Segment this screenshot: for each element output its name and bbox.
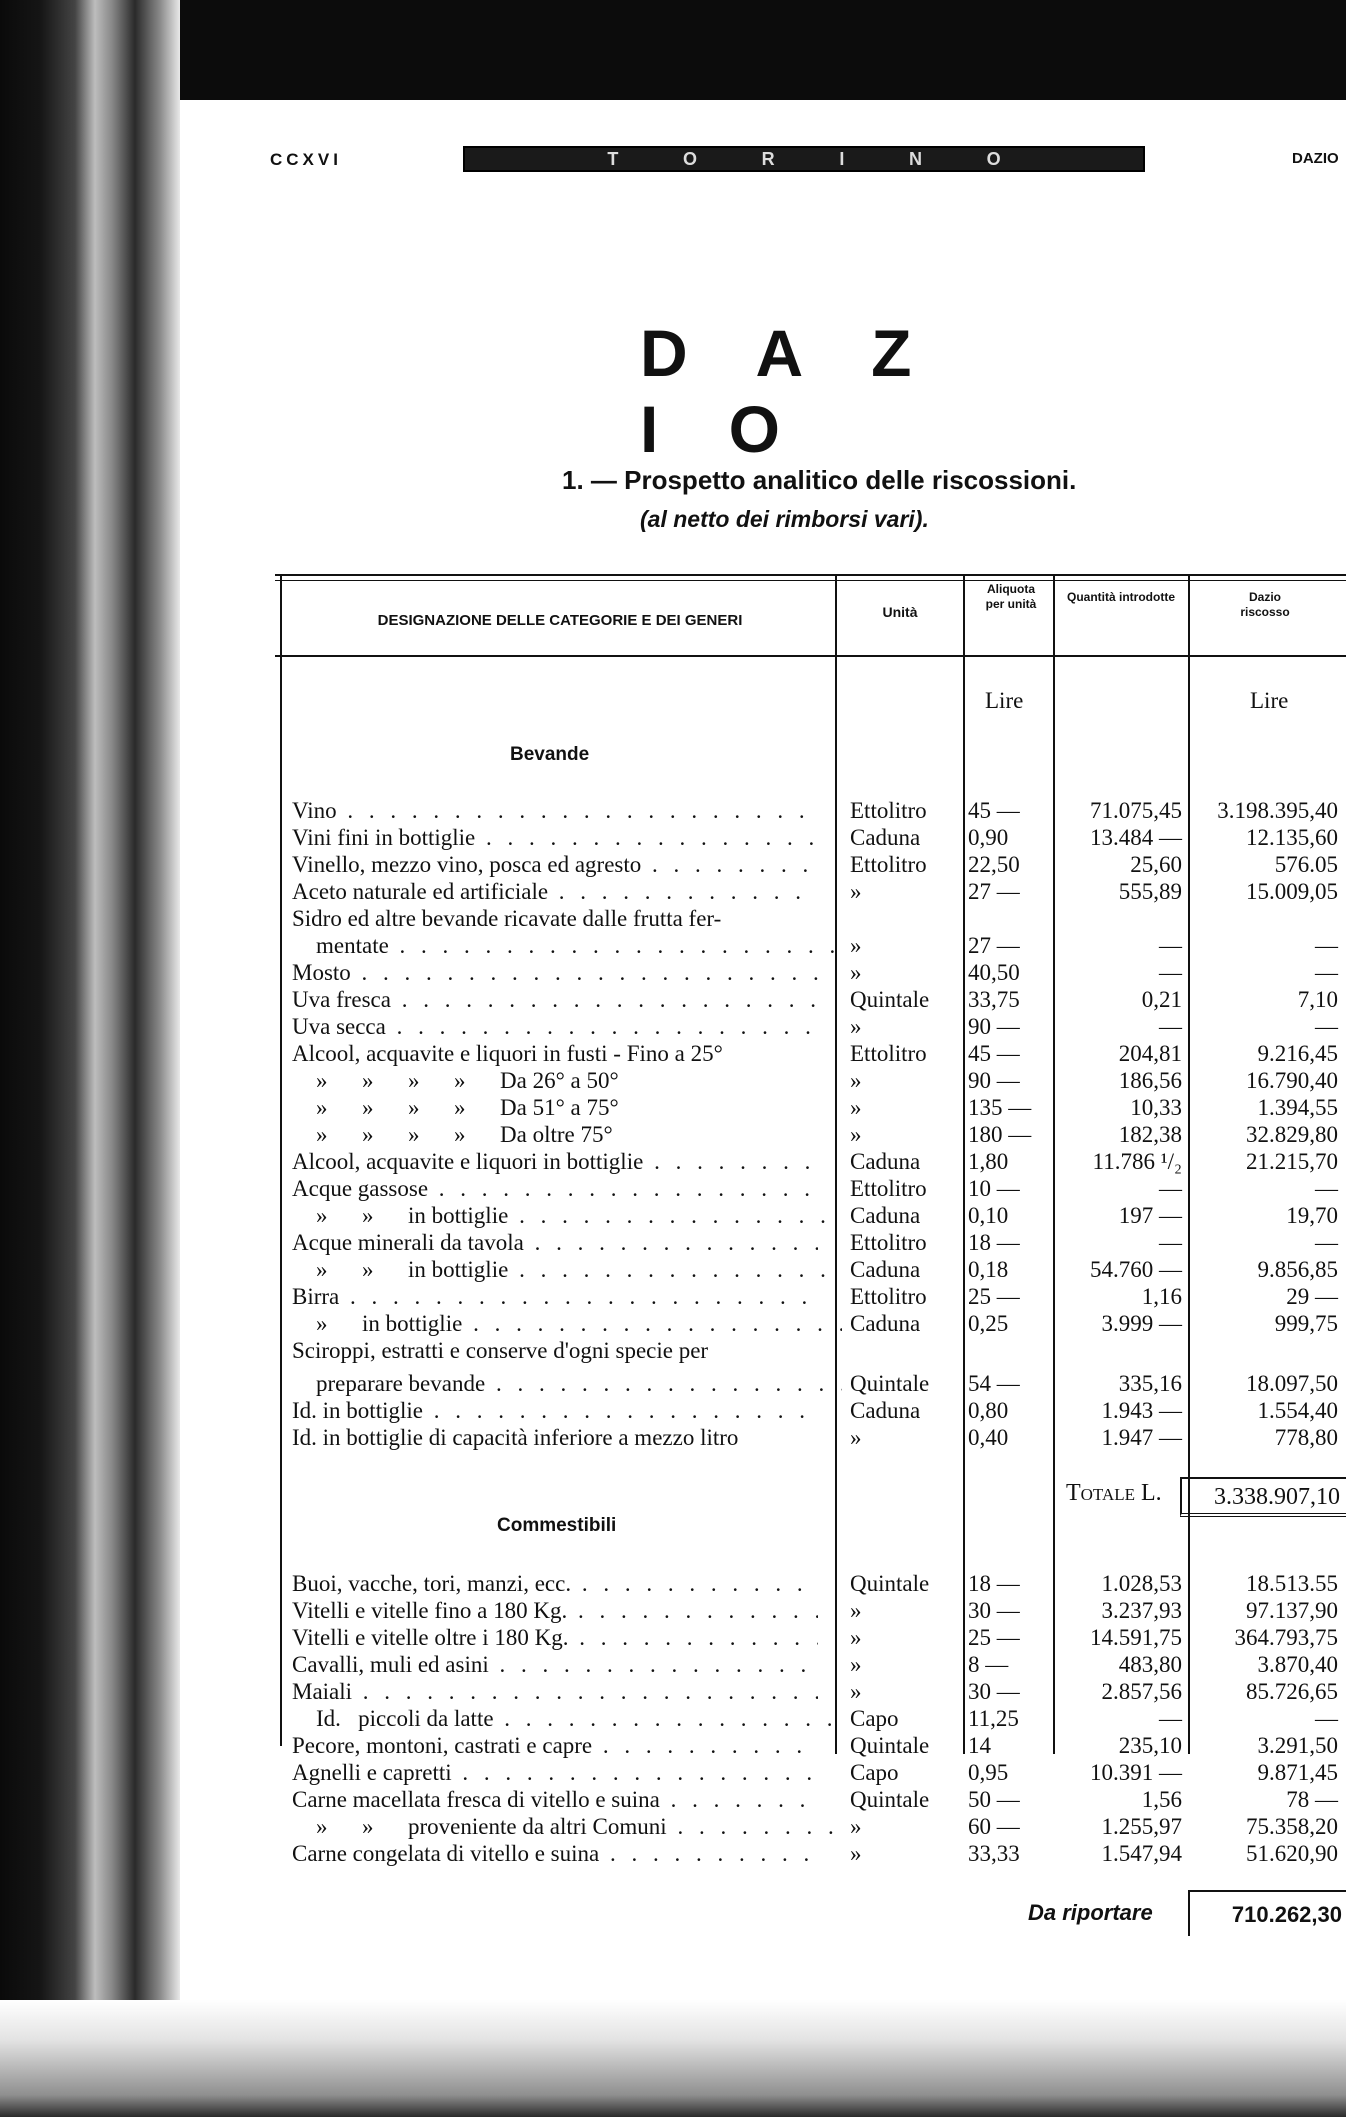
table-row bbox=[0, 1040, 1346, 1067]
table-row bbox=[0, 1013, 1346, 1040]
row-tax: 97.137,90 bbox=[1246, 1598, 1338, 1623]
row-unit: » bbox=[850, 1014, 862, 1039]
row-tax: 18.513.55 bbox=[1246, 1571, 1338, 1596]
table-row bbox=[0, 1705, 1346, 1732]
carry-forward-label: Da riportare bbox=[1028, 1900, 1153, 1925]
row-description: Acque minerali da tavola . . . bbox=[292, 1229, 818, 1256]
row-quantity: 204,81 bbox=[1118, 1041, 1182, 1066]
row-unit: Quintale bbox=[850, 987, 930, 1012]
row-description: Alcool, acquavite e liquori in bottiglie . . . bbox=[292, 1148, 818, 1175]
row-tax: — bbox=[1315, 1176, 1338, 1201]
row-description: Id. in bottiglie di capacità inferiore a mezzo litro bbox=[292, 1425, 739, 1450]
row-rate: 45 — bbox=[968, 1041, 1020, 1066]
row-rate: 90 — bbox=[968, 1068, 1020, 1093]
row-tax: 18.097,50 bbox=[1246, 1371, 1338, 1396]
row-unit: Caduna bbox=[850, 1203, 921, 1228]
row-quantity: 3.999 — bbox=[1101, 1311, 1182, 1336]
row-rate: 135 — bbox=[968, 1095, 1032, 1120]
row-unit: » bbox=[850, 960, 862, 985]
row-description: Sidro ed altre bevande ricavate dalle frutta fer- bbox=[292, 906, 722, 931]
table-row bbox=[0, 1624, 1346, 1651]
row-description: Maiali . . . bbox=[292, 1678, 818, 1705]
row-description: Acque gassose . . . bbox=[292, 1175, 818, 1202]
row-unit: Caduna bbox=[850, 825, 921, 850]
city-letter: T bbox=[607, 148, 619, 169]
row-rate: 0,25 bbox=[968, 1311, 1009, 1336]
row-description: » » » » Da 26° a 50° bbox=[316, 1068, 619, 1093]
row-tax: 778,80 bbox=[1274, 1425, 1338, 1450]
row-unit: Capo bbox=[850, 1760, 899, 1785]
row-tax: 21.215,70 bbox=[1246, 1149, 1338, 1174]
table-row bbox=[0, 1397, 1346, 1424]
row-unit: Ettolitro bbox=[850, 1176, 927, 1201]
table-row bbox=[0, 1759, 1346, 1786]
row-description: » » proveniente da altri Comuni . . . bbox=[316, 1813, 842, 1840]
row-tax: 32.829,80 bbox=[1246, 1122, 1338, 1147]
row-rate: 60 — bbox=[968, 1814, 1020, 1839]
row-quantity: 3.237,93 bbox=[1101, 1598, 1182, 1623]
row-quantity: — bbox=[1159, 1014, 1182, 1039]
row-quantity: 71.075,45 bbox=[1090, 798, 1182, 823]
row-description: Vino . . . bbox=[292, 797, 818, 824]
table-row bbox=[0, 986, 1346, 1013]
table-row bbox=[0, 1651, 1346, 1678]
row-rate: 54 — bbox=[968, 1371, 1020, 1396]
row-unit: » bbox=[850, 1652, 862, 1677]
row-tax: 364.793,75 bbox=[1234, 1625, 1338, 1650]
row-rate: 27 — bbox=[968, 933, 1020, 958]
row-quantity: 2.857,56 bbox=[1101, 1679, 1182, 1704]
row-tax: 29 — bbox=[1286, 1284, 1338, 1309]
tax-currency-label: Lire bbox=[1250, 688, 1289, 713]
total-value: 3.338.907,10 bbox=[1180, 1477, 1346, 1517]
row-unit: » bbox=[850, 879, 862, 904]
city-letter: N bbox=[908, 148, 922, 169]
city-header-bar bbox=[463, 146, 1145, 172]
row-tax: 12.135,60 bbox=[1246, 825, 1338, 850]
row-description: » » in bottiglie . . . bbox=[316, 1256, 842, 1283]
row-tax: 15.009,05 bbox=[1246, 879, 1338, 904]
page-title: D A Z I O bbox=[640, 316, 938, 466]
table-row bbox=[0, 1597, 1346, 1624]
row-tax: 3.291,50 bbox=[1257, 1733, 1338, 1758]
row-tax: — bbox=[1315, 933, 1338, 958]
row-quantity: 182,38 bbox=[1118, 1122, 1182, 1147]
row-tax: — bbox=[1315, 1706, 1338, 1731]
row-rate: 8 — bbox=[968, 1652, 1009, 1677]
row-quantity: 1,56 bbox=[1141, 1787, 1182, 1812]
row-description: Agnelli e capretti . . . bbox=[292, 1759, 818, 1786]
row-quantity: 25,60 bbox=[1130, 852, 1182, 877]
row-rate: 1,80 bbox=[968, 1149, 1009, 1174]
row-quantity: 197 — bbox=[1118, 1203, 1182, 1228]
row-description: Id. piccoli da latte . . . bbox=[316, 1705, 842, 1732]
header-quantity: Quantità introdotte bbox=[1067, 590, 1175, 604]
row-rate: 14 bbox=[968, 1733, 991, 1758]
row-tax: 16.790,40 bbox=[1246, 1068, 1338, 1093]
row-tax: 576.05 bbox=[1274, 852, 1338, 877]
row-unit: Ettolitro bbox=[850, 1041, 927, 1066]
row-description: Vinello, mezzo vino, posca ed agresto . . . bbox=[292, 851, 818, 878]
table-row bbox=[0, 1337, 1346, 1364]
row-quantity: — bbox=[1159, 1230, 1182, 1255]
row-tax: 78 — bbox=[1286, 1787, 1338, 1812]
row-tax: 51.620,90 bbox=[1246, 1841, 1338, 1866]
row-rate: 10 — bbox=[968, 1176, 1020, 1201]
row-description: Pecore, montoni, castrati e capre . . . bbox=[292, 1732, 818, 1759]
row-tax: 7,10 bbox=[1297, 987, 1338, 1012]
row-rate: 0,90 bbox=[968, 825, 1009, 850]
row-tax: 85.726,65 bbox=[1246, 1679, 1338, 1704]
table-row bbox=[0, 1067, 1346, 1094]
row-unit: » bbox=[850, 933, 862, 958]
scan-top-edge bbox=[0, 0, 1346, 100]
row-tax: 1.554,40 bbox=[1257, 1398, 1338, 1423]
table-row bbox=[0, 1256, 1346, 1283]
row-unit: Ettolitro bbox=[850, 798, 927, 823]
table-row bbox=[0, 1370, 1346, 1397]
table-row bbox=[0, 1786, 1346, 1813]
row-rate: 40,50 bbox=[968, 960, 1020, 985]
row-unit: » bbox=[850, 1679, 862, 1704]
row-quantity: — bbox=[1159, 1706, 1182, 1731]
row-quantity: 1.943 — bbox=[1101, 1398, 1182, 1423]
table-row bbox=[0, 905, 1346, 932]
city-letter: O bbox=[986, 148, 1001, 169]
row-quantity: 14.591,75 bbox=[1090, 1625, 1182, 1650]
category-heading: Commestibili bbox=[497, 1515, 617, 1536]
row-description: Buoi, vacche, tori, manzi, ecc. . . . bbox=[292, 1570, 818, 1597]
row-tax: 9.871,45 bbox=[1257, 1760, 1338, 1785]
row-description: » » » » Da 51° a 75° bbox=[316, 1095, 619, 1120]
row-tax: 3.198.395,40 bbox=[1217, 798, 1338, 823]
table-row bbox=[0, 1813, 1346, 1840]
row-rate: 30 — bbox=[968, 1679, 1020, 1704]
row-unit: » bbox=[850, 1598, 862, 1623]
row-rate: 30 — bbox=[968, 1598, 1020, 1623]
row-description: Carne congelata di vitello e suina . . . bbox=[292, 1840, 818, 1867]
row-rate: 90 — bbox=[968, 1014, 1020, 1039]
row-quantity: — bbox=[1159, 1176, 1182, 1201]
row-tax: 9.216,45 bbox=[1257, 1041, 1338, 1066]
row-tax: 3.870,40 bbox=[1257, 1652, 1338, 1677]
row-description: Alcool, acquavite e liquori in fusti - Fino a 25° bbox=[292, 1041, 723, 1066]
row-rate: 25 — bbox=[968, 1625, 1020, 1650]
row-unit: » bbox=[850, 1068, 862, 1093]
table-row bbox=[0, 932, 1346, 959]
table-row bbox=[0, 824, 1346, 851]
table-row bbox=[0, 1148, 1346, 1175]
row-description: Aceto naturale ed artificiale . . . bbox=[292, 878, 818, 905]
city-letter: I bbox=[839, 148, 845, 169]
header-rate: Aliquota per unità bbox=[985, 582, 1037, 611]
row-rate: 0,10 bbox=[968, 1203, 1009, 1228]
row-quantity: 335,16 bbox=[1118, 1371, 1182, 1396]
row-quantity: 186,56 bbox=[1118, 1068, 1182, 1093]
header-unit: Unità bbox=[882, 604, 918, 620]
row-description: » » » » Da oltre 75° bbox=[316, 1122, 613, 1147]
row-description: Uva secca . . . bbox=[292, 1013, 818, 1040]
table-row bbox=[0, 1121, 1346, 1148]
row-rate: 33,75 bbox=[968, 987, 1020, 1012]
table-row bbox=[0, 1229, 1346, 1256]
row-quantity: 10.391 — bbox=[1090, 1760, 1182, 1785]
running-section-title: DAZIO bbox=[1292, 150, 1339, 167]
row-rate: 0,80 bbox=[968, 1398, 1009, 1423]
row-quantity: 54.760 — bbox=[1090, 1257, 1182, 1282]
row-quantity: 1.947 — bbox=[1101, 1425, 1182, 1450]
row-unit: Quintale bbox=[850, 1371, 930, 1396]
row-rate: 18 — bbox=[968, 1571, 1020, 1596]
row-quantity: — bbox=[1159, 960, 1182, 985]
row-description: mentate . . . bbox=[316, 932, 842, 959]
row-unit: Ettolitro bbox=[850, 1230, 927, 1255]
table-top-border bbox=[275, 574, 1346, 576]
table-row bbox=[0, 1202, 1346, 1229]
row-unit: » bbox=[850, 1841, 862, 1866]
row-description: Uva fresca . . . bbox=[292, 986, 818, 1013]
row-rate: 0,95 bbox=[968, 1760, 1009, 1785]
table-row bbox=[0, 1732, 1346, 1759]
row-rate: 27 — bbox=[968, 879, 1020, 904]
row-rate: 11,25 bbox=[968, 1706, 1019, 1731]
row-unit: Quintale bbox=[850, 1787, 930, 1812]
row-quantity: 235,10 bbox=[1118, 1733, 1182, 1758]
table-top-border-inner bbox=[275, 580, 1346, 581]
row-rate: 18 — bbox=[968, 1230, 1020, 1255]
row-rate: 0,18 bbox=[968, 1257, 1009, 1282]
row-tax: — bbox=[1315, 960, 1338, 985]
row-unit: » bbox=[850, 1095, 862, 1120]
row-unit: Caduna bbox=[850, 1398, 921, 1423]
table-row bbox=[0, 1283, 1346, 1310]
row-description: preparare bevande . . . bbox=[316, 1370, 842, 1397]
row-unit: » bbox=[850, 1425, 862, 1450]
row-unit: Caduna bbox=[850, 1257, 921, 1282]
row-quantity: 483,80 bbox=[1118, 1652, 1182, 1677]
row-rate: 50 — bbox=[968, 1787, 1020, 1812]
header-tax: Dazio riscosso bbox=[1240, 590, 1290, 619]
table-row bbox=[0, 1570, 1346, 1597]
row-rate: 0,40 bbox=[968, 1425, 1009, 1450]
header-bottom-border bbox=[275, 655, 1346, 657]
table-row bbox=[0, 1310, 1346, 1337]
table-note: (al netto dei rimborsi vari). bbox=[640, 506, 929, 532]
carry-forward-value: 710.262,30 bbox=[1188, 1890, 1346, 1936]
row-tax: — bbox=[1315, 1014, 1338, 1039]
row-tax: 75.358,20 bbox=[1246, 1814, 1338, 1839]
city-letter: R bbox=[761, 148, 775, 169]
table-row bbox=[0, 1424, 1346, 1451]
row-rate: 180 — bbox=[968, 1122, 1032, 1147]
row-quantity: 1,16 bbox=[1141, 1284, 1182, 1309]
row-unit: Capo bbox=[850, 1706, 899, 1731]
row-rate: 33,33 bbox=[968, 1841, 1020, 1866]
row-quantity: 0,21 bbox=[1141, 987, 1182, 1012]
row-description: Sciroppi, estratti e conserve d'ogni specie per bbox=[292, 1338, 709, 1363]
table-row bbox=[0, 851, 1346, 878]
table-row bbox=[0, 959, 1346, 986]
table-row bbox=[0, 1678, 1346, 1705]
row-description: Birra . . . bbox=[292, 1283, 818, 1310]
row-quantity: 1.547,94 bbox=[1101, 1841, 1182, 1866]
table-row bbox=[0, 797, 1346, 824]
row-unit: Quintale bbox=[850, 1733, 930, 1758]
page-number: CCXVI bbox=[270, 150, 342, 169]
row-tax: — bbox=[1315, 1230, 1338, 1255]
row-unit: Ettolitro bbox=[850, 852, 927, 877]
row-unit: » bbox=[850, 1814, 862, 1839]
scan-bottom-edge bbox=[0, 2000, 1346, 2117]
row-description: Vitelli e vitelle fino a 180 Kg. . . . bbox=[292, 1597, 818, 1624]
table-title: 1. — Prospetto analitico delle riscossioni. bbox=[562, 465, 1077, 495]
row-description: Id. in bottiglie . . . bbox=[292, 1397, 818, 1424]
row-description: Cavalli, muli ed asini . . . bbox=[292, 1651, 818, 1678]
city-letter: O bbox=[682, 148, 697, 169]
total-label: Totale L. bbox=[1066, 1480, 1162, 1506]
row-unit: » bbox=[850, 1625, 862, 1650]
row-tax: 1.394,55 bbox=[1257, 1095, 1338, 1120]
row-description: Carne macellata fresca di vitello e suina . . . bbox=[292, 1786, 818, 1813]
row-unit: » bbox=[850, 1122, 862, 1147]
rate-currency-label: Lire bbox=[985, 688, 1024, 713]
row-description: » in bottiglie . . . bbox=[316, 1310, 842, 1337]
row-tax: 9.856,85 bbox=[1257, 1257, 1338, 1282]
table-row bbox=[0, 878, 1346, 905]
row-unit: Ettolitro bbox=[850, 1284, 927, 1309]
row-unit: Quintale bbox=[850, 1571, 930, 1596]
table-row bbox=[0, 1840, 1346, 1867]
row-quantity: 1.028,53 bbox=[1101, 1571, 1182, 1596]
row-quantity: — bbox=[1159, 933, 1182, 958]
table-row bbox=[0, 1175, 1346, 1202]
row-rate: 25 — bbox=[968, 1284, 1020, 1309]
table-row bbox=[0, 1094, 1346, 1121]
row-tax: 19,70 bbox=[1286, 1203, 1338, 1228]
row-description: Mosto . . . bbox=[292, 959, 818, 986]
row-unit: Caduna bbox=[850, 1311, 921, 1336]
row-quantity: 10,33 bbox=[1130, 1095, 1182, 1120]
row-rate: 22,50 bbox=[968, 852, 1020, 877]
row-tax: 999,75 bbox=[1274, 1311, 1338, 1336]
row-description: » » in bottiglie . . . bbox=[316, 1202, 842, 1229]
row-description: Vini fini in bottiglie . . . bbox=[292, 824, 818, 851]
row-rate: 45 — bbox=[968, 798, 1020, 823]
row-quantity: 11.786 ¹/₂ bbox=[1092, 1149, 1182, 1174]
row-quantity: 13.484 — bbox=[1090, 825, 1182, 850]
row-quantity: 555,89 bbox=[1118, 879, 1182, 904]
row-description: Vitelli e vitelle oltre i 180 Kg. . . . bbox=[292, 1624, 818, 1651]
category-heading: Bevande bbox=[510, 744, 590, 765]
row-quantity: 1.255,97 bbox=[1101, 1814, 1182, 1839]
row-unit: Caduna bbox=[850, 1149, 921, 1174]
header-designation: DESIGNAZIONE DELLE CATEGORIE E DEI GENERI bbox=[377, 612, 743, 629]
